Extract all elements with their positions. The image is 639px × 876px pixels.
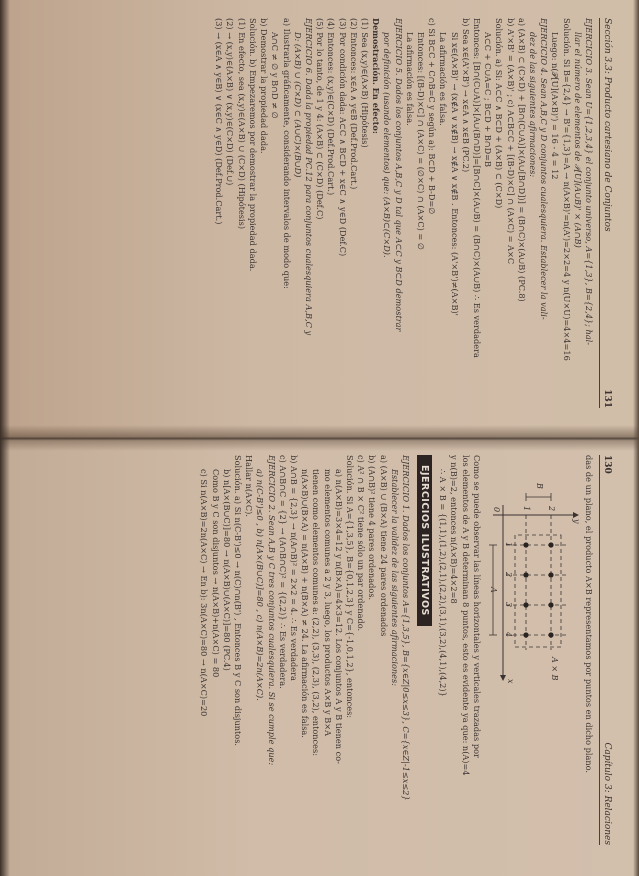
text-line: por definición (usando elementos) que: (A×B)⊂(C×D). <box>382 32 393 258</box>
text-line: ∴ A × B = {(1,1),(1,2),(2,1),(2,2),(3,1),(3,2),(4,1),(4,2)} <box>438 469 449 697</box>
text-line: A∩C ≠ ∅ y B∩D ≠ ∅ <box>270 32 281 119</box>
text-line: La afirmación es falsa. <box>404 32 415 126</box>
text-line: c) Si n(A×B)=2n(A×C) → En b): 3n(A×C)=80 → n(A×C)=20 <box>199 469 210 717</box>
text-line: c) Si B⊂C + C∩B=C y según a): B⊂D + B-D=∅ <box>427 18 438 215</box>
text-line: b) n[A×(B∪C)]=80 → n(A×B)∪(A×C)]=80 (PC.4) <box>221 469 232 671</box>
text-line: b) A∩B = {2,3} → n(A∩B)² = 2×2 = 4. ∴ Es verdadera <box>288 455 299 681</box>
text-line: (1) Sea (x,y)∈(A×B) (Hipótesis) <box>359 18 370 148</box>
y-axis-label: y <box>571 519 581 524</box>
text-line: (2) Entonces: x∈A ∧ y∈B (Def.Prod.Cart.) <box>348 18 359 190</box>
text-line: A⊂C + C∪A=C ; B⊂D + B∩D=B <box>483 32 494 168</box>
exercise-heading: EJERCICIO 4. Sean A,B,C y D conjuntos cualesquiera. Establecer la vali- <box>539 18 550 320</box>
y-tick-label: 2 <box>546 506 556 512</box>
text-line: c) A² ∩ B × C² tiene sólo un par ordenado. <box>356 455 367 632</box>
page-131 <box>8 8 618 438</box>
text-line: Si x∈(A×B)' → (x∉A ∨ x∉B) → x∉A ∨ x∉B . Entonces: (A'×B')≠(A×B)' <box>449 32 460 316</box>
text-line: das de un plano, el producto A×B representamos por puntos en dicho plano. <box>584 455 594 773</box>
page-header <box>599 18 612 408</box>
text-line: (4) Entonces: (x,y)∈(C×D) (Def.Prod.Cart.) <box>326 18 337 196</box>
y-tick-label: 1 <box>521 506 531 512</box>
x-tick-label: 2 <box>503 572 513 578</box>
page-number: 130 <box>602 455 612 474</box>
text-line: (2) → (x,y)∈(A×B) ∨ (x,y)∈(C×D) (Def.∪) <box>225 18 236 186</box>
text-line: b) (A∩B)² tiene 4 pares ordenados. <box>367 455 378 601</box>
text-line: (3) Por condición dada: A⊂C ∧ B⊂D + x∈C ∧ y∈D (Def.C) <box>337 18 348 257</box>
text-line: Entonces: [B∩(C∪A)]×[A∪(B∩D)]=[B∩C]×(A∪B) = (B∩C)×(A∪B) ∴ Es verdadera <box>471 18 482 358</box>
text-line: D: (A×B) ∪ (C×D) ⊂ (A∪C)×(B∪D) <box>292 32 303 178</box>
page-number: 131 <box>602 389 612 408</box>
solution-line: Solución. a) Si: A⊂C ∧ B⊂D + (A×B) ⊂ (C×D) <box>494 18 505 209</box>
exercise-heading: EJERCICIO 5. Dados los conjuntos A,B,C y D tal que A⊂C y B⊂D demostrar <box>393 18 404 332</box>
text-line: Hallar n(A×C). <box>244 455 255 517</box>
text-line: Como B y C son disjuntos → n(A×B)+n(A×C) = 80 <box>210 469 221 678</box>
text-line: n(A×B)∪(B×A) = n(A×B) + n(B×A) ≠ 24. La afirmación es falsa. <box>300 469 311 738</box>
running-head: Capítulo 3: Relaciones <box>602 742 612 845</box>
text-line: a) n(C-B')≤0 , b) n[A×(B∪C)]=80 , c) n(A×B)=2n(A×C). <box>255 469 266 701</box>
text-line: dez de las siguientes afirmaciones: <box>527 32 538 178</box>
exercise-heading: EJERCICIO 3. Sean U={1,2,3,4} el conjunto universo, A={1,3}, B={2,4}; hal- <box>584 18 594 346</box>
text-line: c) A∩B∩C = {2} → (A∩B∩C)² = {(2,2)} ∴ Es verdadera. <box>277 455 288 689</box>
text-line: b) A'×B' = (A×B)' ; c) A⊂B⊂C + [(B-D)×C] ∩ (A×C) = A×C <box>505 18 516 265</box>
text-line: (1) En efecto, sea (x,y)∈(A×B) ∪ (C×D) (Hipótesis) <box>236 18 247 230</box>
exercise-heading: EJERCICIO 1. Dados los conjuntos A={1,3,5}, B={x∈Z|0≤x≤3}, C={x∈Z|-1≤x≤2} <box>400 455 411 801</box>
cartesian-product-diagram <box>486 475 581 735</box>
x-tick-label: 4 <box>503 632 513 638</box>
x-tick-label: 1 <box>503 542 513 548</box>
text-line: (3) → (x∈A ∧ y∈B) ∨ (x∈C ∧ y∈D) (Def.Prod.Cart.) <box>214 18 225 225</box>
diagram-graphic <box>486 475 581 735</box>
text-line: Entonces: [(B-D)×C] ∩ (A×C) = (∅×C) ∩ (A×C) = ∅ <box>415 32 426 251</box>
text-line: Luego: n(𝒫[U](A×B)') = 16 - 4 = 12 <box>550 32 561 180</box>
text-line: a) n(A×B)=3×4=12 y n(B×A)=4×3=12. Los conjuntos A y B tienen co- <box>333 469 344 764</box>
x-tick-label: 3 <box>503 602 513 608</box>
text-line: mo elementos comunes a 2 y 3, luego, los productos A×B y B×A <box>322 469 333 737</box>
text-line: y n(B)=2, entonces n(A×B)=4×2=8 <box>449 455 460 604</box>
set-a-label: A <box>488 587 498 593</box>
page-130 <box>8 445 618 875</box>
region-label: A × B <box>549 657 559 681</box>
section-banner: EJERCICIOS ILUSTRATIVOS <box>417 455 432 626</box>
text-line: Establecer la validez de las siguientes afirmaciones: <box>389 469 400 686</box>
x-axis-label: x <box>505 679 515 684</box>
exercise-heading: EJERCICIO 6. Dada la propiedad PC.12 para conjuntos cualesquiera A,B,C y <box>303 18 314 336</box>
origin-label: 0 <box>491 507 501 513</box>
text-line: Como se puede observar las líneas horizontales y verticales trazadas por <box>471 455 482 758</box>
text-line: a) (A×B) ⊂ (C×D) + [B∩(C∪A)]×(A∪[B∩D])] = (B∩C)×(A∪B) (PC.8) <box>516 18 527 302</box>
text-line: a) (A×B) ∪ (B×A) tiene 24 pares ordenados <box>378 455 389 637</box>
solution-line: Solución. Si B={2,4} → B'={1,3}=A → n(A×B)'=n(A')=2×2=4 y n(U×U)=4×4=16 <box>561 18 572 361</box>
page-edge-shadow <box>633 0 639 876</box>
exercise-heading: EJERCICIO 2. Sean A,B y C tres conjuntos cualesquiera. Si se cumple que: <box>266 455 277 766</box>
text-line: tienen como elementos comunes a: (2,2), (3,3), (2,3), (3,2), entonces: <box>311 469 322 756</box>
text-line: los elementos de A y B determinan 8 puntos, esto es evidente ya que: n(A)=4 <box>460 455 471 776</box>
text-line: b) Demostrar la propiedad dada. <box>259 18 270 154</box>
text-line: b) Sea x∈(A'×B') → x∈A ∧ x∈B (PC.2) <box>460 18 471 173</box>
running-head: Sección 3.3: Producto cartesiano de Conjuntos <box>602 18 612 232</box>
page-header <box>599 455 612 845</box>
solution-line: Solución. b) Empezaremos por demostrar la propiedad dada. <box>247 18 258 272</box>
solution-line: Solución. a) Si n(C-B')≤0 → n(C)∩n(B') , Entonces B y C son disjuntos. <box>232 455 243 747</box>
text-line: (5) Por lo tanto, de 1 y 4: (A×B) ⊂ (C×D) (Def.C) <box>315 18 326 220</box>
set-b-label: B <box>534 483 544 489</box>
text-line: a) Ilustrarla gráficamente, considerando intervalos de modo que: <box>281 18 292 289</box>
text-line: llar el número de elementos de 𝒫[U](A∪B)' × (A∩B) <box>572 32 583 248</box>
proof-line: Demostración. En efecto: <box>371 18 382 134</box>
solution-line: Solución. Si A={1,3,5}, B={0,1,2,3} y C={-1,0,1,2}, entonces: <box>344 455 355 719</box>
text-line: La afirmación es falsa. <box>438 32 449 126</box>
